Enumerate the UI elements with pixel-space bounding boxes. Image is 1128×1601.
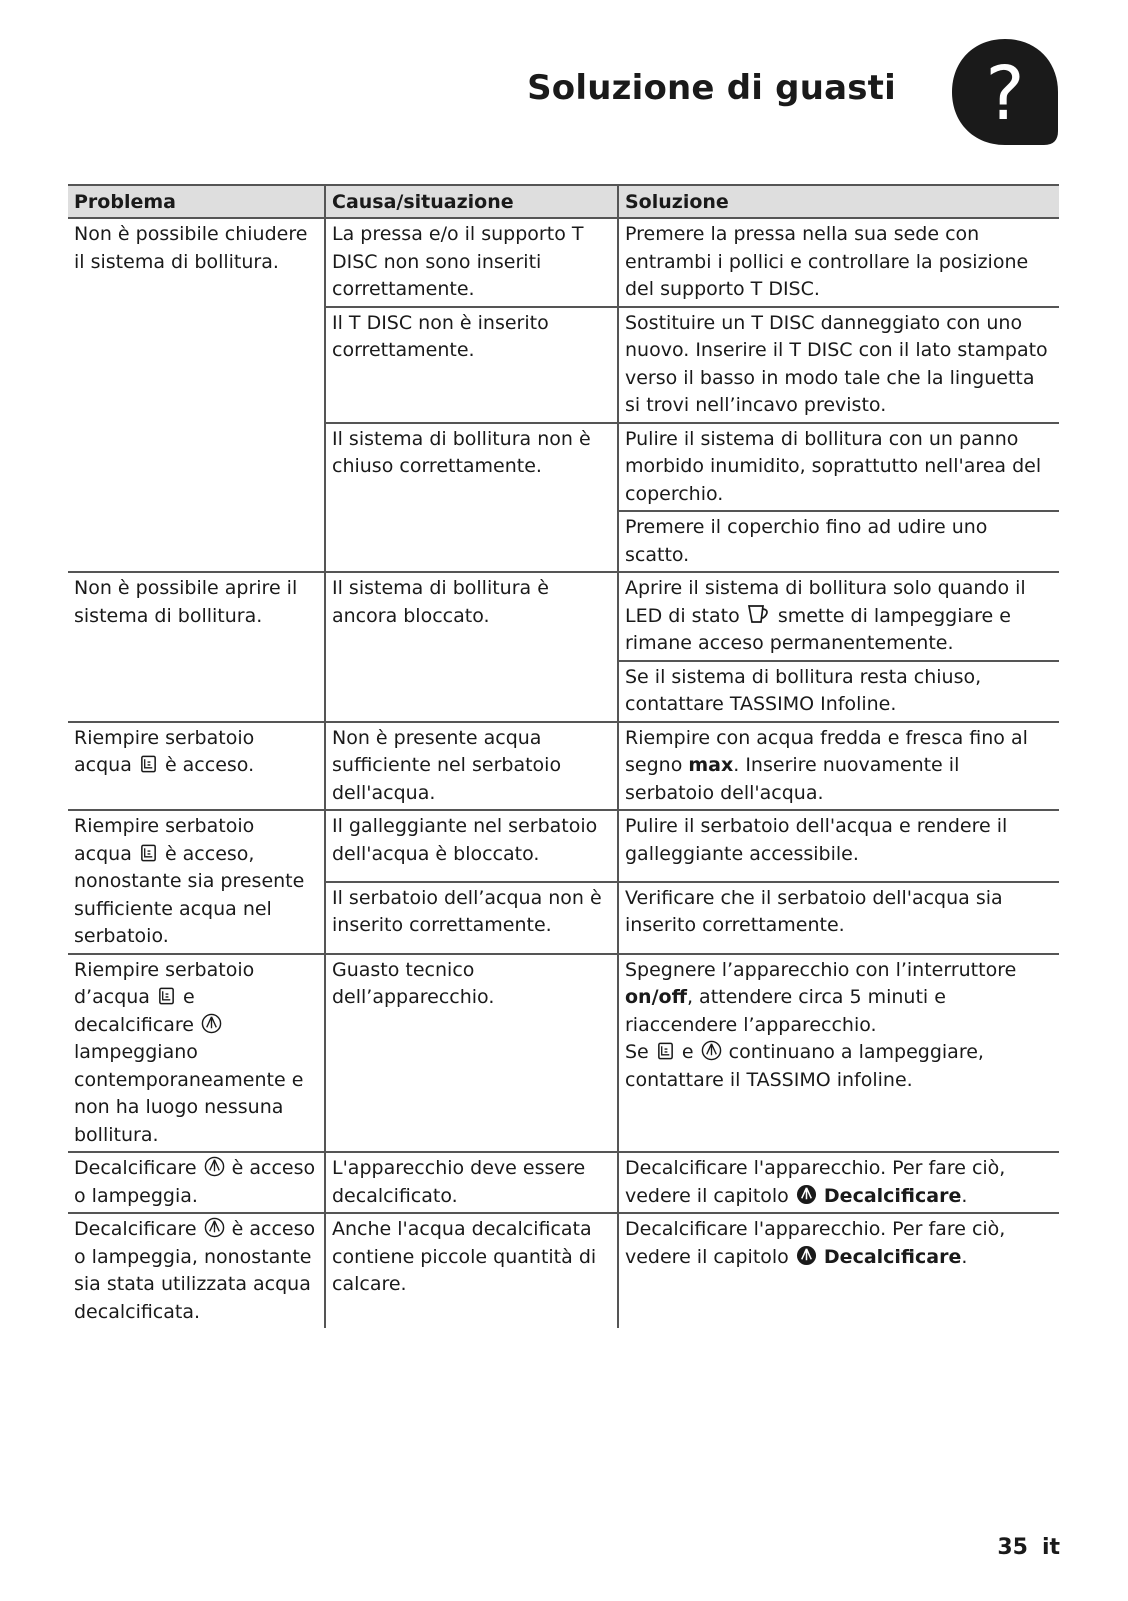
table-row (68, 810, 1059, 882)
problem-cell: Decalcificare è acceso o lampeggia, nonostante sia stata utilizzata acqua decalcificata. (74, 1218, 316, 1323)
solution-cell: Premere la pressa nella sua sede con entrambi i pollici e controllare la posizione del supporto T DISC. (618, 218, 1059, 307)
table-row (68, 1213, 1059, 1328)
question-glyph: ? (985, 51, 1025, 137)
descale-icon (204, 1156, 225, 1177)
descale-filled-icon (796, 1184, 817, 1205)
descale-icon (701, 1040, 722, 1061)
table-row (68, 722, 1059, 811)
water-tank-icon (139, 754, 158, 774)
page-footer (997, 1535, 1060, 1560)
column-header-cause: Causa/situazione (325, 185, 618, 218)
solution-cell: Riempire con acqua fredda e fresca fino al segno max. Inserire nuovamente il serbatoio dell'acqua. (618, 722, 1059, 811)
water-tank-icon (656, 1041, 675, 1061)
cause-cell: Il T DISC non è inserito correttamente. (325, 307, 618, 423)
cause-cell: Non è presente acqua sufficiente nel serbatoio dell'acqua. (325, 722, 618, 811)
cause-cell: Il serbatoio dell’acqua non è inserito correttamente. (325, 882, 618, 954)
solution-cell: Premere il coperchio fino ad udire uno scatto. (618, 511, 1059, 572)
solution-cell: Spegnere l’apparecchio con l’interruttore on/off, attendere circa 5 minuti e riaccendere l’apparecchio. Se e continuano a lampeggiare, contattare il TASSIMO infoline. (618, 954, 1059, 1153)
descale-icon (204, 1217, 225, 1238)
problem-cell: Decalcificare è acceso o lampeggia. (68, 1152, 325, 1213)
cause-cell: La pressa e/o il supporto T DISC non sono inseriti correttamente. (325, 218, 618, 307)
column-header-solution: Soluzione (618, 185, 1059, 218)
problem-cell: Riempire serbatoio acqua è acceso. (68, 722, 325, 811)
language-code: it (1041, 1535, 1060, 1560)
solution-cell: Aprire il sistema di bollitura solo quando il LED di stato smette di lampeggiare e rimane acceso permanentemente. (618, 572, 1059, 661)
solution-cell: Decalcificare l'apparecchio. Per fare ciò, vedere il capitolo Decalcificare. (618, 1213, 1059, 1328)
cup-icon (747, 603, 771, 625)
descale-icon (201, 1013, 222, 1034)
cause-cell: Anche l'acqua decalcificata contiene piccole quantità di calcare. (325, 1213, 618, 1328)
solution-cell: Decalcificare l'apparecchio. Per fare ciò, vedere il capitolo Decalcificare. (618, 1152, 1059, 1213)
table-header-row (68, 185, 1059, 218)
table-row (68, 572, 1059, 661)
problem-cell: Riempire serbatoio acqua è acceso, nonostante sia presente sufficiente acqua nel serbatoio. (68, 810, 325, 954)
page-number: 35 (997, 1535, 1028, 1560)
cause-cell: L'apparecchio deve essere decalcificato. (325, 1152, 618, 1213)
problem-cell: Riempire serbatoio d’acqua e decalcificare lampeggiano contemporaneamente e non ha luogo nessuna bollitura. (68, 954, 325, 1153)
solution-cell: Pulire il serbatoio dell'acqua e rendere il galleggiante accessibile. (618, 810, 1059, 882)
page-title: Soluzione di guasti (527, 68, 896, 108)
table-row (68, 954, 1059, 1153)
question-icon (950, 37, 1060, 147)
cause-cell: Guasto tecnico dell’apparecchio. (325, 954, 618, 1153)
problem-cell: Non è possibile chiudere il sistema di bollitura. (68, 218, 325, 572)
descale-filled-icon (796, 1245, 817, 1266)
cause-cell: Il galleggiante nel serbatoio dell'acqua è bloccato. (325, 810, 618, 882)
table-row (68, 1152, 1059, 1213)
problem-cell: Non è possibile aprire il sistema di bollitura. (68, 572, 325, 722)
table-row (68, 218, 1059, 307)
column-header-problem: Problema (68, 185, 325, 218)
cause-cell: Il sistema di bollitura è ancora bloccato. (325, 572, 618, 722)
cause-cell: Il sistema di bollitura non è chiuso correttamente. (325, 423, 618, 573)
water-tank-icon (157, 986, 176, 1006)
solution-cell: Sostituire un T DISC danneggiato con uno nuovo. Inserire il T DISC con il lato stampato verso il basso in modo tale che la linguetta si trovi nell’incavo previsto. (618, 307, 1059, 423)
solution-cell: Verificare che il serbatoio dell'acqua sia inserito correttamente. (618, 882, 1059, 954)
solution-cell: Pulire il sistema di bollitura con un panno morbido inumidito, soprattutto nell'area del coperchio. (618, 423, 1059, 512)
solution-cell: Se il sistema di bollitura resta chiuso, contattare TASSIMO Infoline. (618, 661, 1059, 722)
water-tank-icon (139, 843, 158, 863)
troubleshooting-table (68, 184, 1059, 1328)
